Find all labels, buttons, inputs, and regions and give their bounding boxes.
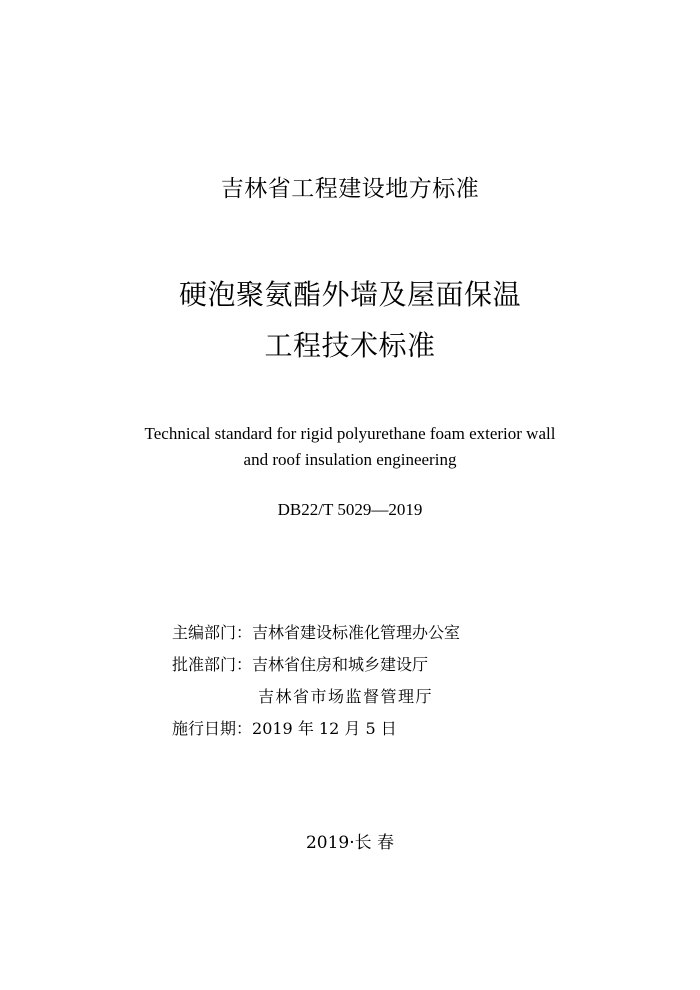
series-title: 吉林省工程建设地方标准 — [220, 176, 480, 202]
main-title-line-2: 工程技术标准 — [264, 329, 436, 362]
approver-department-value-1: 吉林省住房和城乡建设厅 — [252, 655, 429, 674]
editor-department-value: 吉林省建设标准化管理办公室 — [252, 623, 461, 642]
effective-date-row — [172, 716, 397, 739]
effective-date-label: 施行日期： — [172, 719, 253, 738]
approver-department-label: 批准部门： — [172, 655, 253, 674]
standard-code: DB22/T 5029—2019 — [277, 500, 423, 519]
editor-department-row — [172, 620, 460, 643]
english-title-line-1: Technical standard for rigid polyurethane foam exterior wall — [144, 424, 556, 443]
publication-year-place: 2019·长 春 — [305, 833, 395, 853]
approver-department-row — [172, 652, 428, 675]
editor-department-label: 主编部门： — [172, 623, 253, 642]
approver-department-value-2: 吉林省市场监督管理厅 — [258, 687, 434, 706]
main-title-line-1: 硬泡聚氨酯外墙及屋面保温 — [178, 278, 521, 311]
english-title-line-2: and roof insulation engineering — [243, 450, 457, 469]
effective-date-value: 2019 年 12 月 5 日 — [252, 719, 397, 738]
